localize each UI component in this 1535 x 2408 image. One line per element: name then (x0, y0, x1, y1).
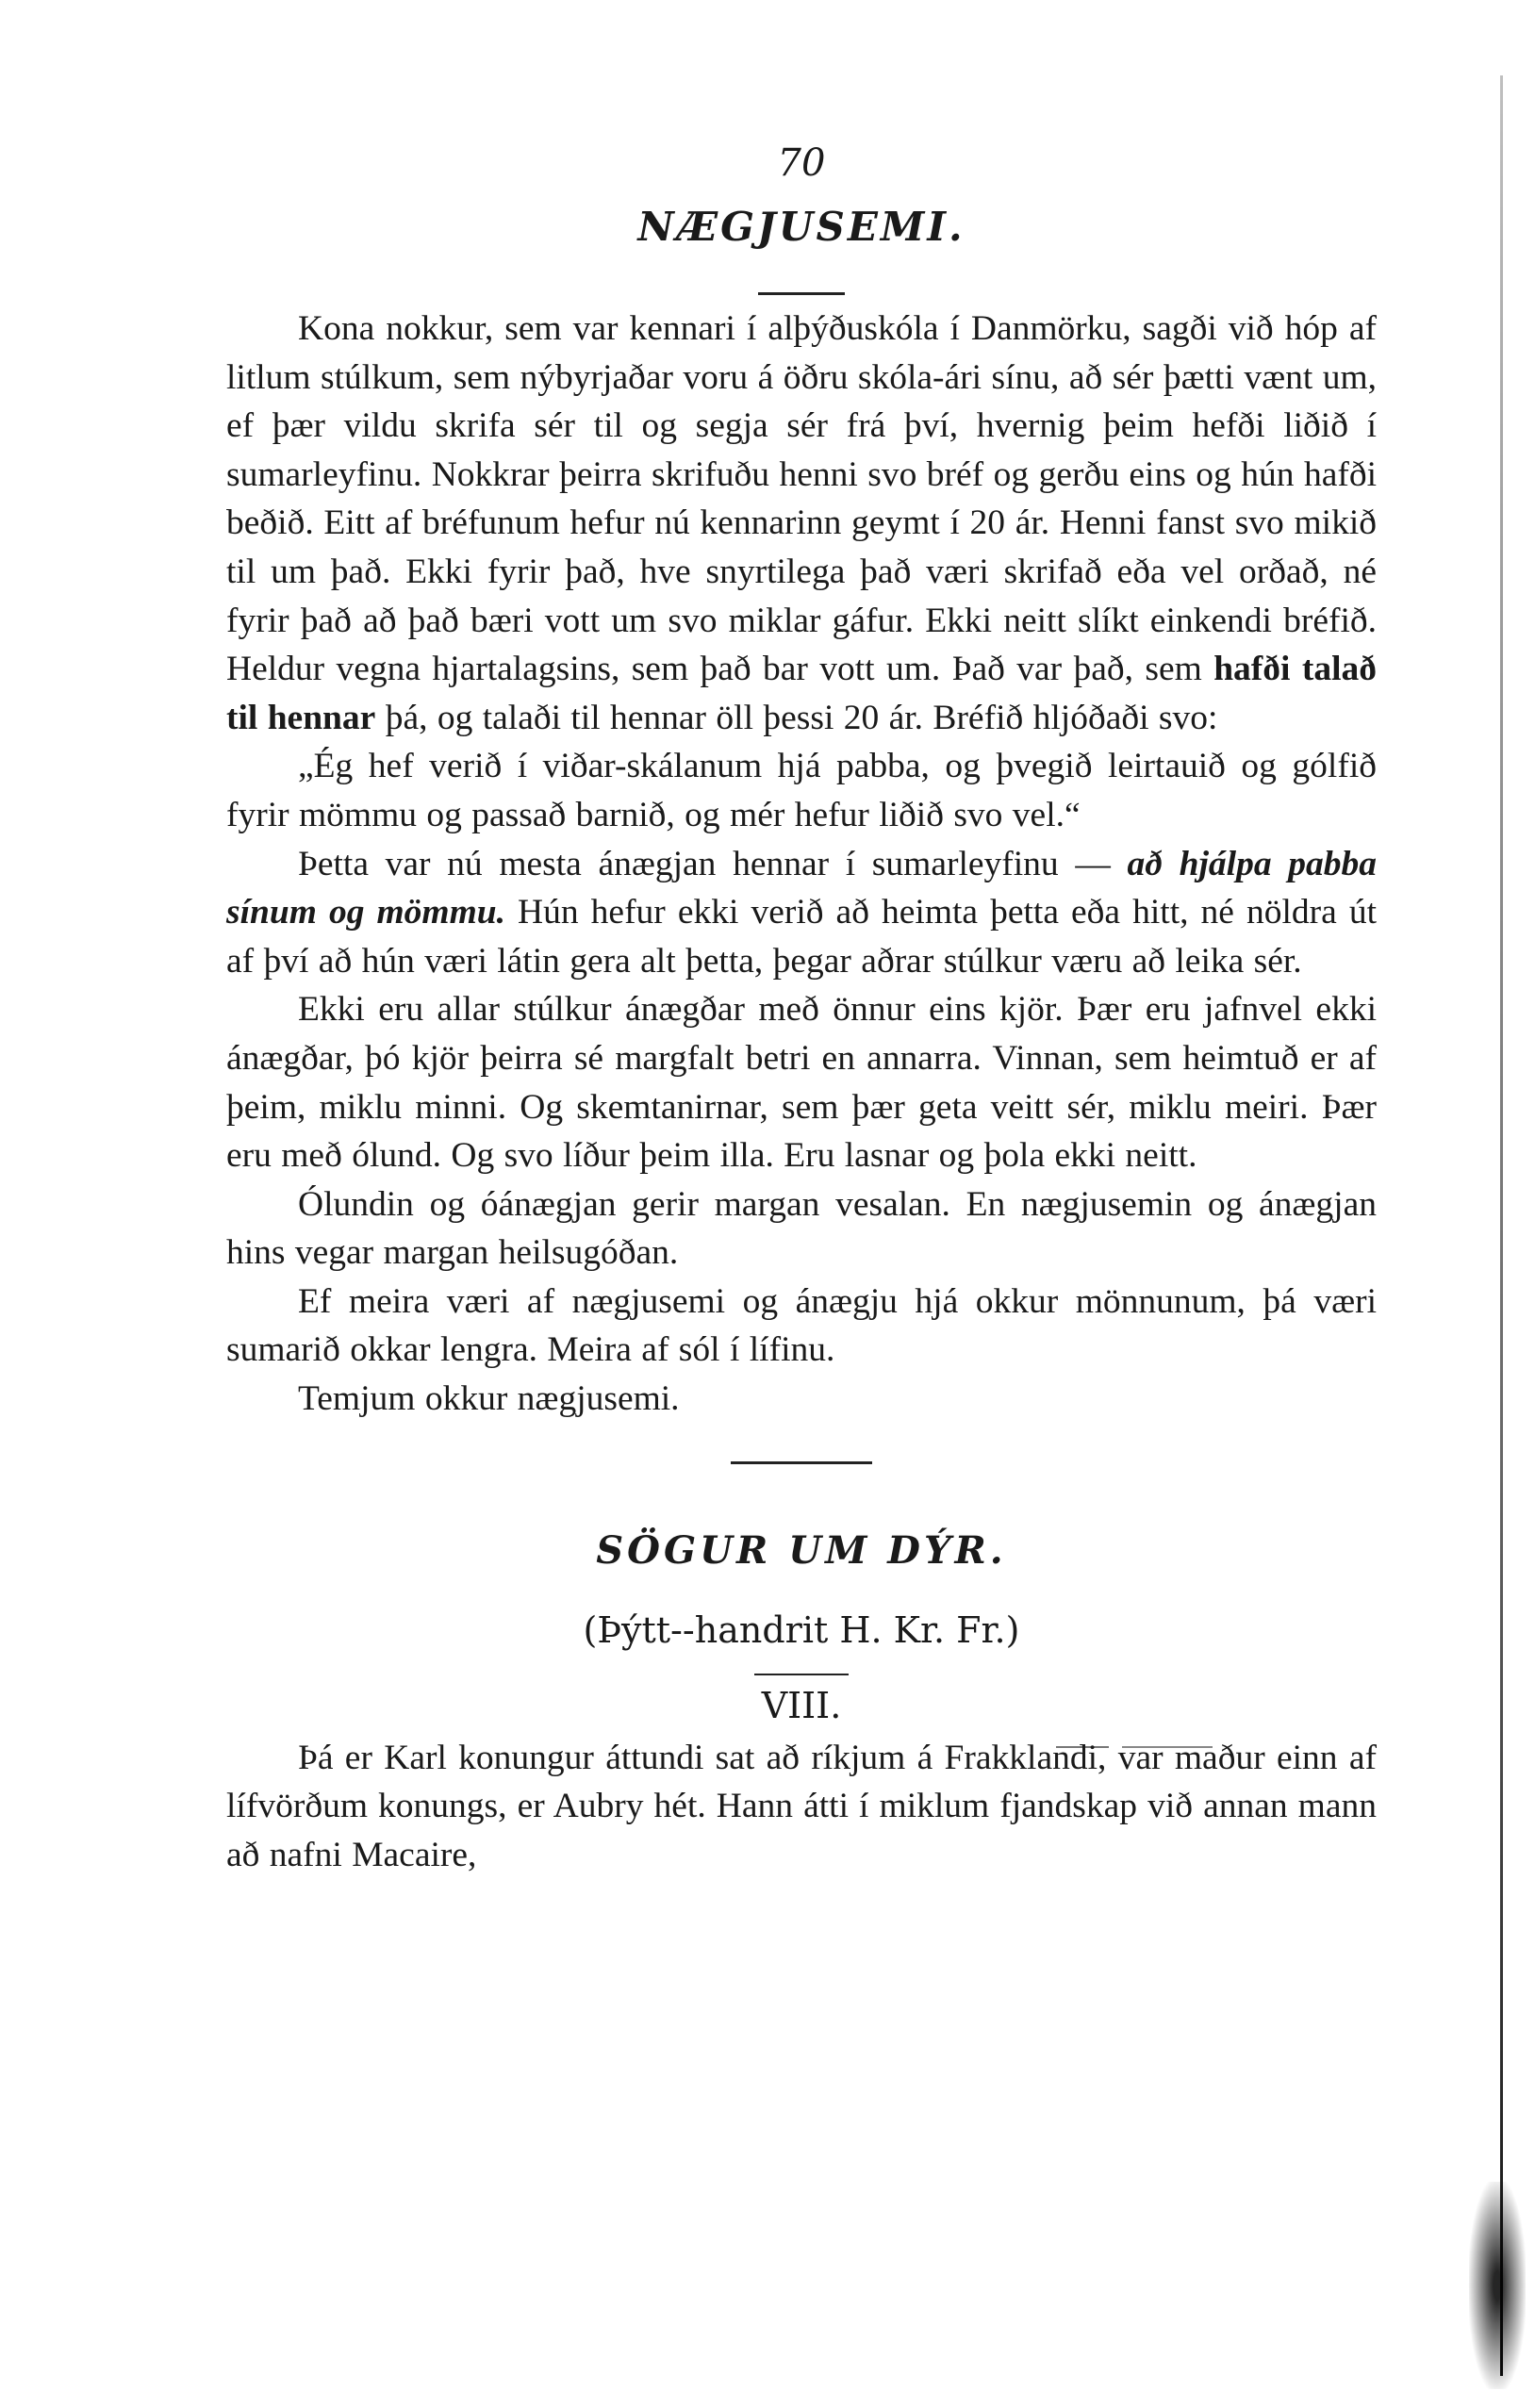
article-title: NÆGJUSEMI. (637, 204, 966, 250)
italic-phrase: að hjálpa pabba sínum og mömmu. (226, 844, 1377, 932)
paragraph-text: Kona nokkur, sem var kennari í alþýðuskóla í Danmörku, sagði við hóp af litlum stúlkum, sem nýbyrjaðar voru á öðru skóla-ári sínu, að sér þætti vænt um, ef þær vildu skrifa sér til og segja sér frá því, hvernig þeim hefði liðið í sumarleyfinu. Nokkrar þeirra skrifuðu henni svo bréf og gerðu eins og hún hafði beðið. Eitt af bréfunum hefur nú kennarinn geymt í 20 ár. Henni fanst svo mikið til um það. Ekki fyrir það, hve snyrtilega það væri skrifað eða vel orðað, né fyrir það að það bæri vott um svo miklar gáfur. Ekki neitt slíkt einkendi bréfið. Heldur vegna hjartalagsins, sem það bar vott um. Það var það, sem (226, 309, 1377, 689)
source-divider (754, 1674, 849, 1675)
chapter-number: VIII. (761, 1684, 842, 1726)
book-page (226, 141, 1377, 1879)
article-closing-line: Temjum okkur nægjusemi. (298, 1379, 680, 1419)
article-paragraph: Ef meira væri af nægjusemi og ánægju hjá okkur mönnunum, þá væri sumarið okkar lengra. Meira af sól í lífinu. (226, 1281, 1377, 1370)
bold-phrase: hafði talað til hennar (226, 650, 1377, 737)
section-divider (731, 1461, 872, 1464)
section-title: SÖGUR UM DÝR. (596, 1527, 1007, 1573)
section-paragraph: Þá er Karl konungur áttundi sat að ríkjum á Frakklandi, var maður einn af lífvörðum konungs, er Aubry hét. Hann átti í miklum fjandskap við annan mann að nafni Macaire, (226, 1738, 1377, 1874)
quoted-letter: „Ég hef verið í viðar-skálanum hjá pabba, og þvegið leirtauið og gólfið fyrir mömmu og passað barnið, og mér hefur liðið svo vel.“ (226, 747, 1377, 834)
binding-shadow (1469, 2182, 1526, 2389)
section-source: (Þýtt--handrit H. Kr. Fr.) (583, 1608, 1020, 1651)
paragraph-text: þá, og talaði til hennar öll þessi 20 ár. Bréfið hljóðaði svo: (385, 698, 1218, 737)
article-paragraph (226, 305, 1377, 742)
page-number: 70 (777, 141, 826, 185)
page-edge-shadow (1500, 75, 1503, 2376)
article-paragraph: Ekki eru allar stúlkur ánægðar með önnur eins kjör. Þær eru jafnvel ekki ánægðar, þó kjör þeirra sé margfalt betri en annarra. Vinnan, sem heimtuð er af þeim, miklu minni. Og skemtanirnar, sem þær geta veitt sér, miklu meiri. Þær eru með ólund. Og svo líður þeim illa. Eru lasnar og þola ekki neitt. (226, 990, 1377, 1176)
article-paragraph (226, 840, 1377, 986)
paragraph-text: Þetta var nú mesta ánægjan hennar í sumarleyfinu — (298, 844, 1111, 883)
title-divider (758, 292, 845, 295)
article-paragraph: Ólundin og óánægjan gerir margan vesalan. En nægjusemin og ánægjan hins vegar margan heilsugóðan. (226, 1184, 1377, 1273)
paragraph-text: Hún hefur ekki verið að heimta þetta eða hitt, né nöldra út af því að hún væri látin gera alt þetta, þegar aðrar stúlkur væru að leika sér. (226, 893, 1378, 981)
